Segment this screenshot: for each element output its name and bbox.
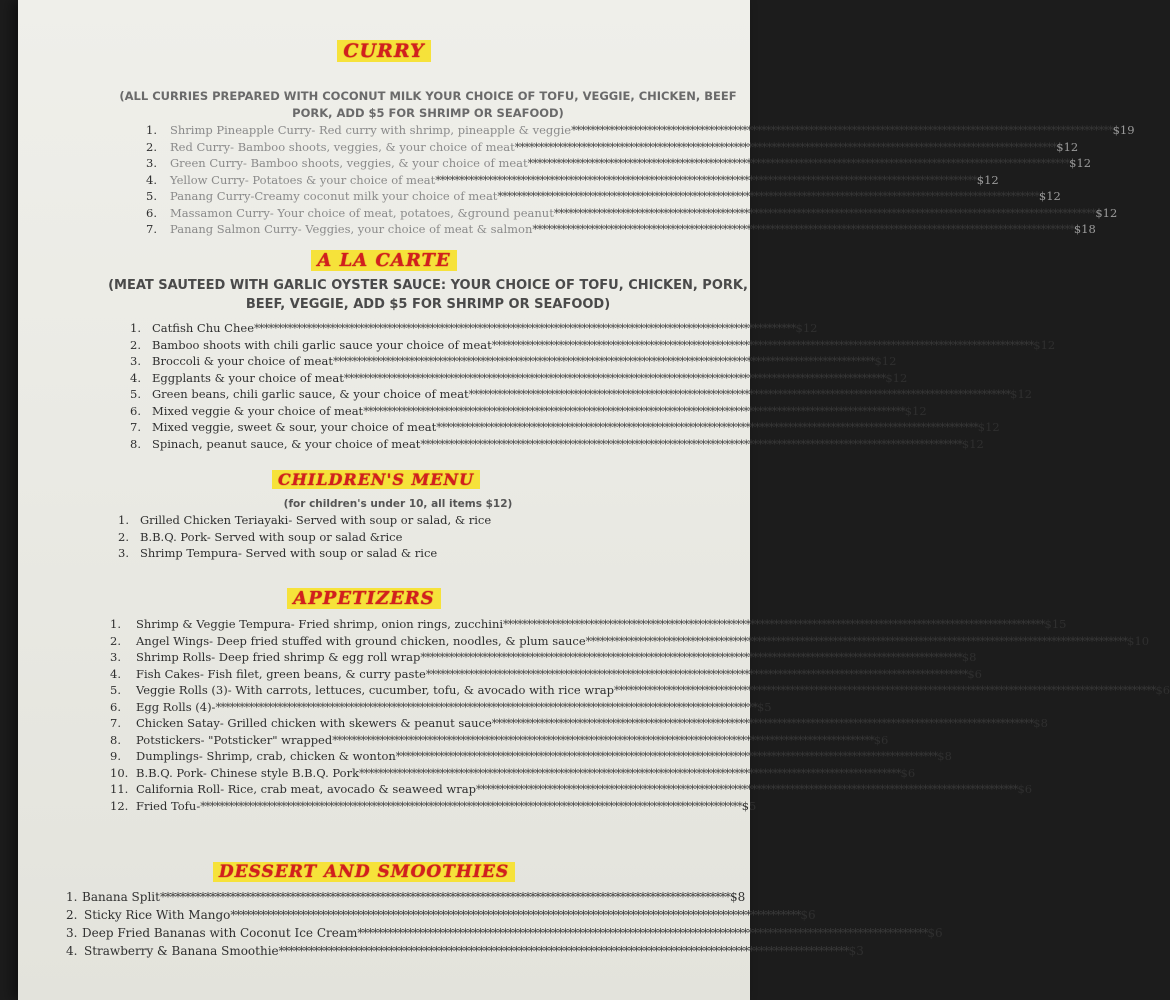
item-number: 5. (130, 387, 141, 401)
item-number: 1. (110, 617, 121, 631)
item-name: Dumplings- Shrimp, crab, chicken & wonton (136, 749, 396, 763)
item-name: Potstickers- "Potsticker" wrapped (136, 732, 333, 747)
dessert-heading: DESSERT AND SMOOTHIES (0, 862, 730, 882)
menu-item (130, 436, 984, 453)
item-price: $6 (1017, 782, 1033, 796)
item-number: 3. (130, 354, 141, 368)
item-price: $8 (961, 650, 977, 664)
menu-item (110, 682, 1170, 699)
menu-page (18, 0, 1170, 1000)
item-name: Mixed veggie, sweet & sour, your choice of meat (152, 420, 437, 434)
item-price: $5 (741, 798, 757, 813)
item-number: 4. (146, 172, 157, 187)
leader-dots (435, 172, 977, 189)
item-name: Fried Tofu- (136, 798, 201, 813)
menu-item (130, 403, 927, 420)
leader-dots (396, 748, 938, 765)
item-number: 5. (146, 189, 157, 203)
item-name: Panang Curry-Creamy coconut milk your choice of meat (170, 189, 498, 203)
menu-item (110, 798, 757, 815)
menu-item (110, 633, 1150, 650)
menu-item (110, 781, 1033, 798)
item-number: 1. (146, 123, 157, 137)
item-price: $12 (976, 172, 999, 187)
menu-item (66, 942, 864, 960)
dessert-list (66, 888, 943, 960)
item-name: Angel Wings- Deep fried stuffed with ground chicken, noodles, & plum sauce (136, 633, 586, 648)
item-name: Catfish Chu Chee (152, 321, 254, 335)
item-price: $12 (885, 370, 908, 385)
item-price: $12 (961, 436, 984, 451)
item-name: Massamon Curry- Your choice of meat, potatoes, &ground peanut (170, 205, 554, 220)
item-price: $5 (756, 699, 772, 714)
appetizers-list (110, 616, 1170, 814)
leader-dots (420, 649, 962, 666)
leader-dots (503, 616, 1045, 633)
item-name: Eggplants & your choice of meat (152, 370, 344, 385)
alacarte-note-line2: BEEF, VEGGIE, ADD $5 FOR SHRIMP OR SEAFOOD) (245, 297, 611, 312)
curry-heading: CURRY (18, 40, 750, 62)
menu-item (118, 545, 678, 562)
item-number: 2. (110, 633, 121, 648)
item-name: Egg Rolls (4)- (136, 699, 216, 714)
item-price: $6 (800, 908, 816, 922)
menu-item (146, 155, 1092, 172)
menu-item (130, 353, 897, 370)
item-number: 4. (110, 666, 121, 681)
leader-dots (436, 419, 978, 436)
item-price: $12 (1010, 387, 1033, 401)
leader-dots (279, 942, 849, 960)
leader-dots (492, 337, 1034, 354)
leader-dots (492, 715, 1034, 732)
leader-dots (215, 699, 757, 716)
item-number: 7. (110, 716, 121, 730)
menu-item (130, 370, 908, 387)
leader-dots (357, 924, 927, 942)
item-price: $10 (1127, 633, 1150, 648)
item-price: $19 (1112, 123, 1135, 137)
curry-note-line1: (ALL CURRIES PREPARED WITH COCONUT MILK YOUR CHOICE OF TOFU, VEGGIE, CHICKEN, BEEF (119, 89, 737, 103)
item-name: California Roll- Rice, crab meat, avocado & seaweed wrap (136, 782, 476, 796)
leader-dots (554, 205, 1096, 222)
menu-item (146, 205, 1118, 222)
item-number: 6. (146, 205, 157, 220)
item-name: Shrimp Rolls- Deep fried shrimp & egg roll wrap (136, 650, 421, 664)
alacarte-heading: A LA CARTE (18, 250, 750, 271)
item-name: Fish Cakes- Fish filet, green beans, & curry paste (136, 666, 426, 681)
item-number: 5. (110, 683, 121, 697)
item-price: $12 (1033, 337, 1056, 352)
item-name: Sticky Rice With Mango (84, 908, 231, 922)
item-name: Green Curry- Bamboo shoots, veggies, & your choice of meat (170, 156, 528, 170)
leader-dots (344, 370, 886, 387)
curry-note-line2: PORK, ADD $5 FOR SHRIMP OR SEAFOOD) (292, 106, 564, 120)
children-heading: CHILDREN'S MENU (10, 470, 742, 489)
item-price: $12 (874, 354, 897, 368)
item-name: Red Curry- Bamboo shoots, veggies, & your choice of meat (170, 139, 515, 154)
menu-item (110, 715, 1048, 732)
menu-item (110, 616, 1067, 633)
item-number: 8. (130, 436, 141, 451)
children-list (118, 512, 678, 562)
alacarte-note (108, 276, 748, 314)
menu-item (110, 666, 982, 683)
menu-item (146, 122, 1135, 139)
item-price: $6 (1155, 683, 1170, 697)
menu-item (146, 139, 1079, 156)
leader-dots (420, 436, 962, 453)
menu-item (130, 337, 1056, 354)
item-price: $12 (1038, 189, 1061, 203)
item-price: $6 (900, 765, 916, 780)
menu-item (66, 924, 943, 942)
item-price: $6 (927, 926, 943, 940)
item-name: Grilled Chicken Teriayaki- Served with soup or salad, & rice (140, 513, 492, 527)
item-number: 2. (130, 337, 141, 352)
item-number: 3. (146, 156, 157, 170)
item-price: $8 (729, 890, 746, 904)
item-number: 3. (66, 926, 78, 940)
children-note: (for children's under 10, all items $12) (283, 498, 513, 510)
item-name: Broccoli & your choice of meat (152, 354, 333, 368)
item-price: $8 (937, 749, 952, 763)
leader-dots (254, 320, 796, 337)
item-price: $12 (1069, 156, 1092, 170)
item-number: 1. (118, 513, 129, 527)
leader-dots (230, 906, 800, 924)
leader-dots (200, 798, 742, 815)
menu-item (118, 512, 678, 529)
leader-dots (532, 221, 1074, 238)
item-name: Shrimp Tempura- Served with soup or salad & rice (140, 546, 438, 560)
item-name: Panang Salmon Curry- Veggies, your choice of meat & salmon (170, 222, 533, 236)
item-number: 10. (110, 765, 129, 780)
item-price: $15 (1044, 617, 1067, 631)
item-name: Green beans, chili garlic sauce, & your choice of meat (152, 387, 469, 401)
item-number: 4. (66, 944, 78, 958)
item-price: $3 (848, 944, 864, 958)
menu-item (146, 188, 1061, 205)
leader-dots (359, 765, 901, 782)
item-name: Yellow Curry- Potatoes & your choice of meat (170, 172, 436, 187)
item-price: $12 (904, 403, 927, 418)
item-number: 7. (146, 222, 157, 236)
item-name: B.B.Q. Pork- Chinese style B.B.Q. Pork (136, 765, 360, 780)
menu-item (110, 649, 977, 666)
item-name: Shrimp Pineapple Curry- Red curry with shrimp, pineapple & veggie (170, 123, 572, 137)
item-number: 11. (110, 782, 129, 796)
item-name: Shrimp & Veggie Tempura- Fried shrimp, onion rings, zucchini (136, 617, 504, 631)
leader-dots (497, 188, 1039, 205)
item-number: 9. (110, 749, 121, 763)
item-price: $12 (795, 321, 818, 335)
item-number: 3. (110, 650, 121, 664)
item-number: 3. (118, 546, 129, 560)
curry-list (146, 122, 1135, 238)
item-number: 6. (130, 403, 141, 418)
item-name: Banana Split (82, 890, 160, 904)
leader-dots (586, 633, 1128, 650)
item-number: 8. (110, 732, 121, 747)
menu-item (130, 386, 1033, 403)
menu-item (130, 320, 818, 337)
item-price: $12 (1056, 139, 1079, 154)
item-name: Veggie Rolls (3)- With carrots, lettuces, cucumber, tofu, & avocado with rice wrap (136, 683, 614, 697)
item-number: 4. (130, 370, 141, 385)
menu-item (130, 419, 1000, 436)
item-number: 2. (118, 529, 129, 544)
item-price: $6 (873, 732, 889, 747)
leader-dots (614, 682, 1156, 699)
item-number: 1. (130, 321, 141, 335)
appetizers-heading: APPETIZERS (0, 588, 730, 609)
menu-item (110, 732, 889, 749)
item-number: 6. (110, 699, 121, 714)
item-price: $18 (1073, 222, 1096, 236)
menu-item (110, 765, 916, 782)
leader-dots (476, 781, 1018, 798)
leader-dots (332, 732, 874, 749)
leader-dots (469, 386, 1011, 403)
item-number: 1. (66, 890, 78, 904)
leader-dots (160, 888, 730, 906)
menu-item (66, 888, 746, 906)
leader-dots (571, 122, 1113, 139)
item-number: 2. (146, 139, 157, 154)
item-number: 7. (130, 420, 141, 434)
item-name: Deep Fried Bananas with Coconut Ice Cream (82, 926, 358, 940)
item-price: $8 (1033, 716, 1048, 730)
item-price: $6 (967, 666, 982, 681)
menu-item (146, 221, 1096, 238)
item-name: Mixed veggie & your choice of meat (152, 403, 364, 418)
alacarte-list (130, 320, 1056, 452)
leader-dots (528, 155, 1070, 172)
item-name: Strawberry & Banana Smoothie (84, 944, 279, 958)
leader-dots (333, 353, 875, 370)
leader-dots (426, 666, 968, 683)
menu-item (110, 699, 772, 716)
item-name: Chicken Satay- Grilled chicken with skewers & peanut sauce (136, 716, 492, 730)
item-price: $12 (1095, 205, 1118, 220)
item-name: B.B.Q. Pork- Served with soup or salad &rice (140, 529, 403, 544)
alacarte-note-line1: (MEAT SAUTEED WITH GARLIC OYSTER SAUCE: YOUR CHOICE OF TOFU, CHICKEN, PORK, (108, 278, 748, 293)
item-number: 2. (66, 908, 78, 922)
menu-item (118, 529, 678, 546)
item-name: Spinach, peanut sauce, & your choice of meat (152, 436, 421, 451)
item-number: 12. (110, 798, 129, 813)
item-name: Bamboo shoots with chili garlic sauce your choice of meat (152, 337, 492, 352)
menu-item (66, 906, 816, 924)
leader-dots (515, 139, 1057, 156)
leader-dots (363, 403, 905, 420)
menu-item (146, 172, 999, 189)
item-price: $12 (977, 420, 1000, 434)
curry-note (108, 88, 748, 122)
menu-item (110, 748, 952, 765)
